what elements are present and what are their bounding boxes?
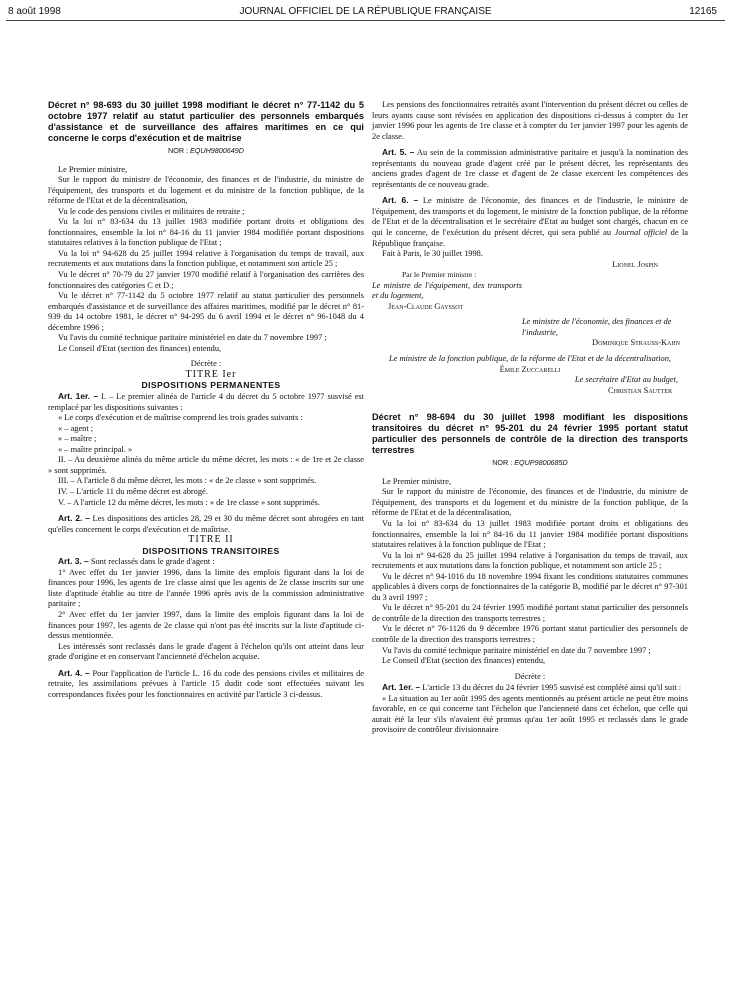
minister-economie-name: Dominique Strauss-Kahn — [592, 338, 680, 348]
nor-label: NOR : — [492, 458, 513, 468]
article-4: Art. 4. – Pour l'application de l'article L. 16 du code des pensions civiles et militaires de retraite, les assimilations prévues à l'article 15 dudit code sont effectuées suivant les correspondances fixées pour les fonctionnaires en activité par l'article 3 ci-dessus. — [48, 667, 364, 699]
titre-1: TITRE Ier — [185, 368, 237, 380]
article-paragraph: III. – A l'article 8 du même décret, les mots : « de 2e classe » sont supprimés. — [58, 476, 317, 486]
intro-line: Vu le décret n° 95-201 du 24 février 1995 modifié portant statut particulier des personnels de contrôle de la direction des transports terrestres ; — [372, 603, 688, 623]
decrete: Décrète : — [190, 359, 222, 369]
article-label: Art. 5. – — [382, 147, 415, 158]
intro-line: Vu la loi n° 94-628 du 25 juillet 1994 relative à l'organisation du temps de travail, aux recrutements et aux mutations dans la fonction publique, et notamment son article 25 ; — [48, 248, 364, 269]
nor-label: NOR : — [168, 146, 188, 155]
article-label: Art. 4. – — [58, 667, 90, 678]
left-column — [48, 100, 364, 700]
minister-equipement-name: Jean-Claude Gayssot — [388, 301, 464, 311]
article-paragraph: 1° Avec effet du 1er janvier 1996, dans la limite des emplois figurant dans la loi de finances pour 1996, les agents de 1re classe ainsi que les agents de 2e classe inscrits sur une liste d'aptitude établie au titre de l'année 1996 après avis de la commission administrative paritaire ; — [48, 567, 364, 609]
decree2-title: Décret n° 98-694 du 30 juillet 1998 modifiant les dispositions transitoires du décret n° 95-201 du 24 février 1995 portant statut particulier des personnels de contrôle de la direction des transports terrestres — [372, 412, 688, 456]
intro-line: Sur le rapport du ministre de l'économie, des finances et de l'industrie, du ministre de l'équipement, des transports et du logement et du ministre de la fonction publique, de la réforme de l'Etat et de la décentralisation, — [48, 175, 364, 206]
intro-line: Le Premier ministre, — [58, 164, 128, 174]
nor-code: EQUH9800649D — [190, 146, 244, 155]
intro-line: Vu le décret n° 94-1016 du 18 novembre 1994 fixant les conditions statutaires communes applicables à divers corps de fonctionnaires de la catégorie B, modifié par le décret n° 97-301 du 3 avril 1997 ; — [372, 571, 688, 602]
intro-line: Vu l'avis du comité technique paritaire ministériel en date du 7 novembre 1997 ; — [382, 645, 651, 655]
page-header — [0, 0, 731, 26]
minister-fonction-publique: Le ministre de la fonction publique, de la réforme de l'Etat et de la décentralisation, — [389, 354, 671, 364]
header-rule — [6, 20, 725, 21]
intro-line: Vu la loi n° 83-634 du 13 juillet 1983 modifiée portant droits et obligations des fonctionnaires, ensemble la loi n° 84-16 du 11 janvier 1984 modifiée portant dispositions statutaires relatives à la fonction publique de l'Etat ; — [372, 518, 688, 550]
intro-line: Vu le décret n° 77-1142 du 5 octobre 1977 relatif au statut particulier des personnels embarqués d'assistance et de surveillance des affaires maritimes, modifié par le décret n° 81-939 du 14 octobre 1981, le décret n° 94-295 du 6 avril 1994 et le décret n° 96-1048 du 4 décembre 1996 ; — [48, 291, 364, 332]
article-paragraph: 2° Avec effet du 1er janvier 1997, dans la limite des emplois figurant dans la loi de finances pour 1997, les agents de 2e classe qui n'ont pas été inscrits sur la liste d'aptitude ci-dessus mentionnée. — [48, 609, 364, 641]
nor-code: EQUP9800685D — [514, 458, 568, 468]
titre-2-heading: DISPOSITIONS TRANSITOIRES — [142, 545, 280, 556]
article-label: Art. 1er. – — [382, 682, 421, 693]
intro-line: Le Conseil d'Etat (section des finances) entendu, — [58, 343, 222, 353]
quote-line: « La situation au 1er août 1995 des agents mentionnés au présent article ne peut être moins favorable, en ce qui concerne tant l'échelon que l'ancienneté dans cet échelon, que celle qui aurait été la leur s'ils n'avaient été promus qu'au 1er août 1995 et reclassés dans le grade provisoire de contrôleur divisionnaire — [372, 693, 688, 735]
list-item: « – maître ; — [58, 434, 97, 444]
article-6: Art. 6. – Le ministre de l'économie, des finances et de l'industrie, le ministre de l'équipement, des transports et du logement, le ministre de la fonction publique, de la réforme de l'Etat et de la décentralisation et le secrétaire d'Etat au budget sont chargés, chacun en ce qui le concerne, de l'exécution du présent décret, qui sera publié au Journal officiel de la République française. — [372, 195, 689, 248]
titre-1-heading: DISPOSITIONS PERMANENTES — [141, 380, 281, 391]
decrete: Décrète : — [514, 671, 546, 681]
article-label: Art. 1er. – — [58, 391, 99, 402]
intro-line: Le Premier ministre, — [382, 476, 452, 486]
signatory: Lionel Jospin — [612, 259, 658, 269]
article-1: Art. 1er. – I. – Le premier alinéa de l'article 4 du décret du 5 octobre 1977 susvisé est remplacé par les dispositions suivantes : — [48, 391, 364, 412]
decree2-nor — [372, 458, 688, 469]
article-paragraph: V. – A l'article 12 du même décret, les mots : « de 1re classe » sont supprimés. — [58, 497, 320, 507]
intro-line: Le Conseil d'Etat (section des finances) entendu, — [382, 656, 546, 666]
intro-line: Vu l'avis du comité technique paritaire ministériel en date du 7 novembre 1997 ; — [58, 333, 327, 343]
article-paragraph: IV. – L'article 11 du même décret est abrogé. — [58, 486, 208, 496]
intro-line: Vu la loi n° 83-634 du 13 juillet 1983 modifiée portant droits et obligations des fonctionnaires, ensemble la loi n° 84-16 du 11 janvier 1984 modifiée portant dispositions statutaires relatives à la fonction publique de l'Etat ; — [48, 217, 364, 248]
decree1-title: Décret n° 98-693 du 30 juillet 1998 modifiant le décret n° 77-1142 du 5 octobre 1977 relatif au statut particulier des personnels embarqués d'assistance et de surveillance des affaires maritimes en ce qui concerne le corps d'exécution et de maîtrise — [48, 100, 364, 143]
article-label: Art. 2. – — [58, 513, 90, 524]
quote-line: « Le corps d'exécution et de maîtrise comprend les trois grades suivants : — [58, 413, 303, 423]
minister-fonction-publique-name: Émile Zuccarelli — [499, 364, 561, 374]
minister-economie: Le ministre de l'économie, des finances et de l'industrie, — [522, 317, 672, 337]
article-label: Art. 6. – — [382, 195, 419, 206]
intro-line: Sur le rapport du ministre de l'économie, des finances et de l'industrie, du ministre de l'équipement, des transports et du logement et du ministre de la fonction publique, de la réforme de l'Etat et de la décentralisation, — [372, 487, 688, 518]
journal-title: JOURNAL OFFICIEL DE LA RÉPUBLIQUE FRANÇAISE — [239, 6, 492, 17]
issue-date: 8 août 1998 — [8, 6, 61, 17]
secretary-budget-name: Christian Sautter — [608, 385, 672, 395]
fait-a-paris: Fait à Paris, le 30 juillet 1998. — [382, 249, 483, 259]
article-label: Art. 3. – — [58, 556, 89, 567]
right-column — [372, 100, 688, 736]
intro-line: Vu le décret n° 76-1126 du 9 décembre 1976 portant statut particulier des personnels de contrôle de la direction des transports terrestres ; — [372, 624, 688, 644]
article-2: Art. 2. – Les dispositions des articles 28, 29 et 30 du même décret sont abrogées en tant qu'elles concernent le corps d'exécution et de maîtrise. — [48, 513, 364, 534]
article-5: Art. 5. – Au sein de la commission administrative paritaire et jusqu'à la nomination des représentants du nouveau grade d'agent créé par le présent décret, les représentants des anciens grades d'agent de 1re classe et d'agent de 2e classe exercent les compétences des représentants de ce nouveau grade. — [372, 147, 688, 189]
minister-equipement: Le ministre de l'équipement, des transports et du logement, — [372, 280, 522, 301]
list-item: « – maître principal. » — [58, 444, 133, 454]
article-1: Art. 1er. – L'article 13 du décret du 24 février 1995 susvisé est complété ainsi qu'il suit : — [382, 682, 682, 693]
secretary-budget: Le secrétaire d'Etat au budget, — [574, 375, 678, 385]
article-3: Art. 3. – Sont reclassés dans le grade d'agent : — [58, 556, 215, 567]
page-number: 12165 — [689, 6, 717, 17]
par-le-premier-ministre: Par le Premier ministre : — [402, 270, 477, 280]
intro-line: Vu la loi n° 94-628 du 25 juillet 1994 relative à l'organisation du temps de travail, aux recrutements et aux mutations dans la fonction publique, et notamment son article 25 ; — [372, 550, 688, 571]
journal-officiel: Journal officiel — [614, 228, 668, 238]
list-item: « – agent ; — [58, 423, 94, 433]
decree1-nor — [48, 146, 364, 157]
article-paragraph: Les pensions des fonctionnaires retraités avant l'intervention du présent décret ou celles de leurs ayants cause sont révisées en application des dispositions ci-dessus à compter du 1er janvier 1996 pour les agents de 1re classe et à compter du 1er janvier 1997 pour les agents de 2e classe. — [372, 100, 688, 141]
intro-line: Vu le code des pensions civiles et militaires de retraite ; — [58, 206, 245, 216]
article-paragraph: Les intéressés sont reclassés dans le grade d'agent à l'échelon qu'ils ont atteint dans leur grade d'origine et en conservant l'ancienneté d'échelon acquise. — [48, 641, 364, 662]
intro-line: Vu le décret n° 70-79 du 27 janvier 1970 modifié relatif à l'organisation des carrières des fonctionnaires des catégories C et D ; — [48, 270, 364, 290]
titre-2: TITRE II — [188, 534, 234, 546]
article-paragraph: II. – Au deuxième alinéa du même article du même décret, les mots : « de 1re et 2e classe » sont supprimés. — [48, 455, 364, 475]
